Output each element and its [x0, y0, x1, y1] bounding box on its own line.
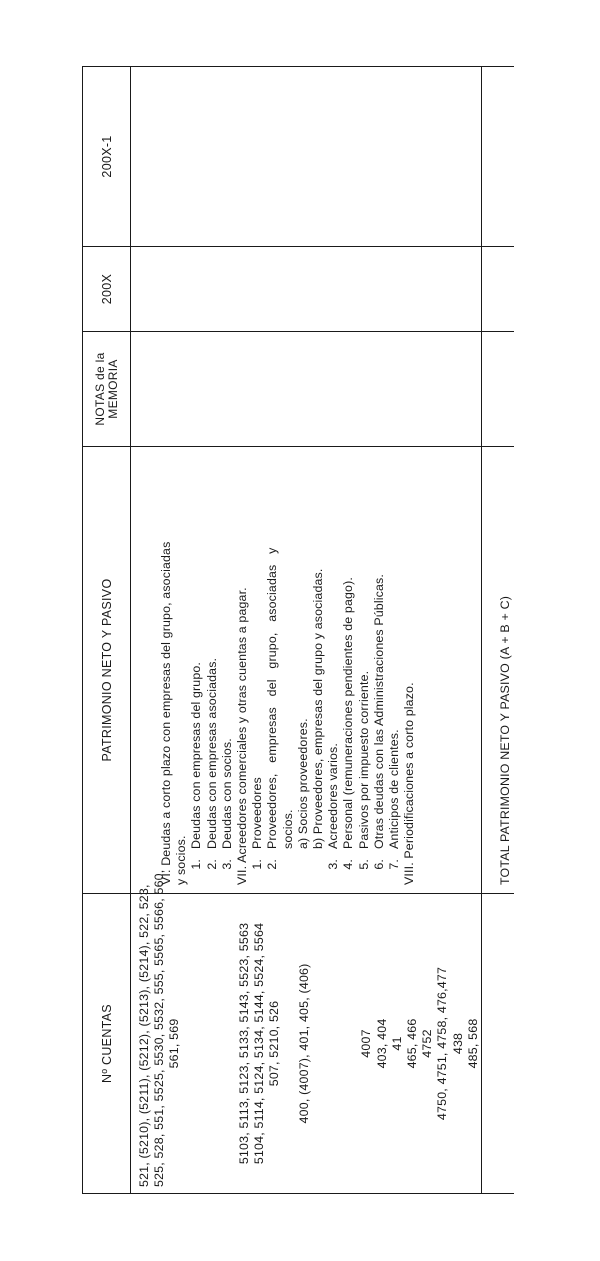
item-number: 6.: [371, 859, 386, 870]
total-row: [482, 67, 514, 1194]
item-number: 7.: [387, 859, 402, 870]
line-item: [265, 453, 280, 885]
line-item: [220, 453, 235, 885]
header-cuentas: Nº CUENTAS: [83, 894, 131, 1194]
patrimonio-cell: [131, 447, 482, 894]
line-item: [250, 453, 265, 885]
item-label: Personal (remuneraciones pendientes de pago).: [341, 577, 356, 849]
account-line: 4752: [420, 1029, 435, 1058]
item-label-cont: socios.: [280, 809, 295, 849]
line-item: [326, 453, 341, 885]
account-line: 4007: [359, 1029, 374, 1058]
item-number: 2.: [265, 859, 280, 870]
sub-item: a) Socios proveedores.: [295, 718, 310, 849]
header-row: [83, 67, 131, 1194]
account-line: 525, 528, 551, 5525, 5530, 5532, 555, 5565, 5566, 560,: [152, 869, 167, 1187]
line-item: [387, 453, 402, 885]
total-accounts-cell: [482, 894, 514, 1194]
sub-item: b) Proveedores, empresas del grupo y asociadas.: [311, 568, 326, 849]
item-label: Proveedores: [250, 777, 265, 849]
section-viii-title: VIII. Periodificaciones a corto plazo.: [402, 682, 417, 885]
header-year-previous: 200X-1: [83, 67, 131, 247]
header-year-current: 200X: [83, 247, 131, 332]
header-notas-line1: NOTAS de la: [92, 352, 107, 426]
account-line: 41: [389, 1036, 404, 1051]
item-label: Deudas con empresas asociadas.: [204, 657, 219, 849]
account-line: 4750, 4751, 4758, 476,477: [435, 966, 450, 1121]
item-label: Proveedores, empresas del grupo, asociadas y: [265, 547, 280, 849]
account-line: 400, (4007), 401, 405, (406): [297, 963, 312, 1124]
line-item: [189, 453, 204, 885]
account-line: 485, 568: [465, 1018, 480, 1069]
account-line: 403, 404: [374, 1018, 389, 1069]
item-label: Pasivos por impuesto corriente.: [356, 670, 371, 849]
item-number: 3.: [219, 859, 234, 870]
header-patrimonio: PATRIMONIO NETO Y PASIVO: [83, 447, 131, 894]
balance-table: [82, 66, 514, 1194]
total-label: TOTAL PATRIMONIO NETO Y PASIVO (A + B + C): [482, 447, 514, 894]
item-number: 4.: [341, 859, 356, 870]
header-notas-line2: MEMORIA: [105, 359, 120, 419]
item-number: 5.: [356, 859, 371, 870]
item-label: Deudas con empresas del grupo.: [189, 661, 204, 849]
line-item: [205, 453, 220, 885]
item-number: 1.: [189, 859, 204, 870]
account-line: 5103, 5113, 5123, 5133, 5143, 5523, 5563: [236, 922, 251, 1165]
item-label: Anticipos de clientes.: [387, 729, 402, 849]
total-year-previous-cell: [482, 67, 514, 247]
section-vi-title: VI. Deudas a corto plazo con empresas del grupo, asociadas: [159, 541, 173, 885]
total-notas-cell: [482, 332, 514, 447]
year-previous-cell: [131, 67, 482, 247]
item-label: Acreedores varios.: [326, 743, 341, 849]
section-vii-title: VII. Acreedores comerciales y otras cuentas a pagar.: [235, 587, 250, 885]
line-item: [372, 453, 387, 885]
item-label: Otras deudas con las Administraciones Públicas.: [371, 574, 386, 849]
account-line: 507, 5210, 526: [267, 1000, 282, 1087]
account-line: 521, (5210), (5211), (5212), (5213), (5214), 522, 523,: [137, 884, 151, 1187]
balance-table-rotated: [82, 66, 514, 1194]
account-line: 561, 569: [167, 1018, 182, 1069]
body-row: [131, 67, 482, 1194]
item-label: Deudas con socios.: [219, 738, 234, 849]
account-line: 465, 466: [405, 1018, 420, 1069]
section-vi-title-cont: y socios.: [174, 835, 189, 885]
item-number: 1.: [250, 859, 265, 870]
item-number: 2.: [204, 859, 219, 870]
year-current-cell: [131, 247, 482, 332]
line-item: [357, 453, 372, 885]
account-line: 438: [450, 1032, 465, 1055]
line-item: [341, 453, 356, 885]
accounts-cell: [131, 869, 482, 1194]
notas-cell: [131, 332, 482, 447]
total-year-current-cell: [482, 247, 514, 332]
item-number: 3.: [326, 859, 341, 870]
header-notas: [83, 332, 131, 447]
balance-table-frame: [82, 66, 514, 1194]
account-line: 5104, 5114, 5124, 5134, 5144, 5524, 5564: [251, 922, 266, 1165]
